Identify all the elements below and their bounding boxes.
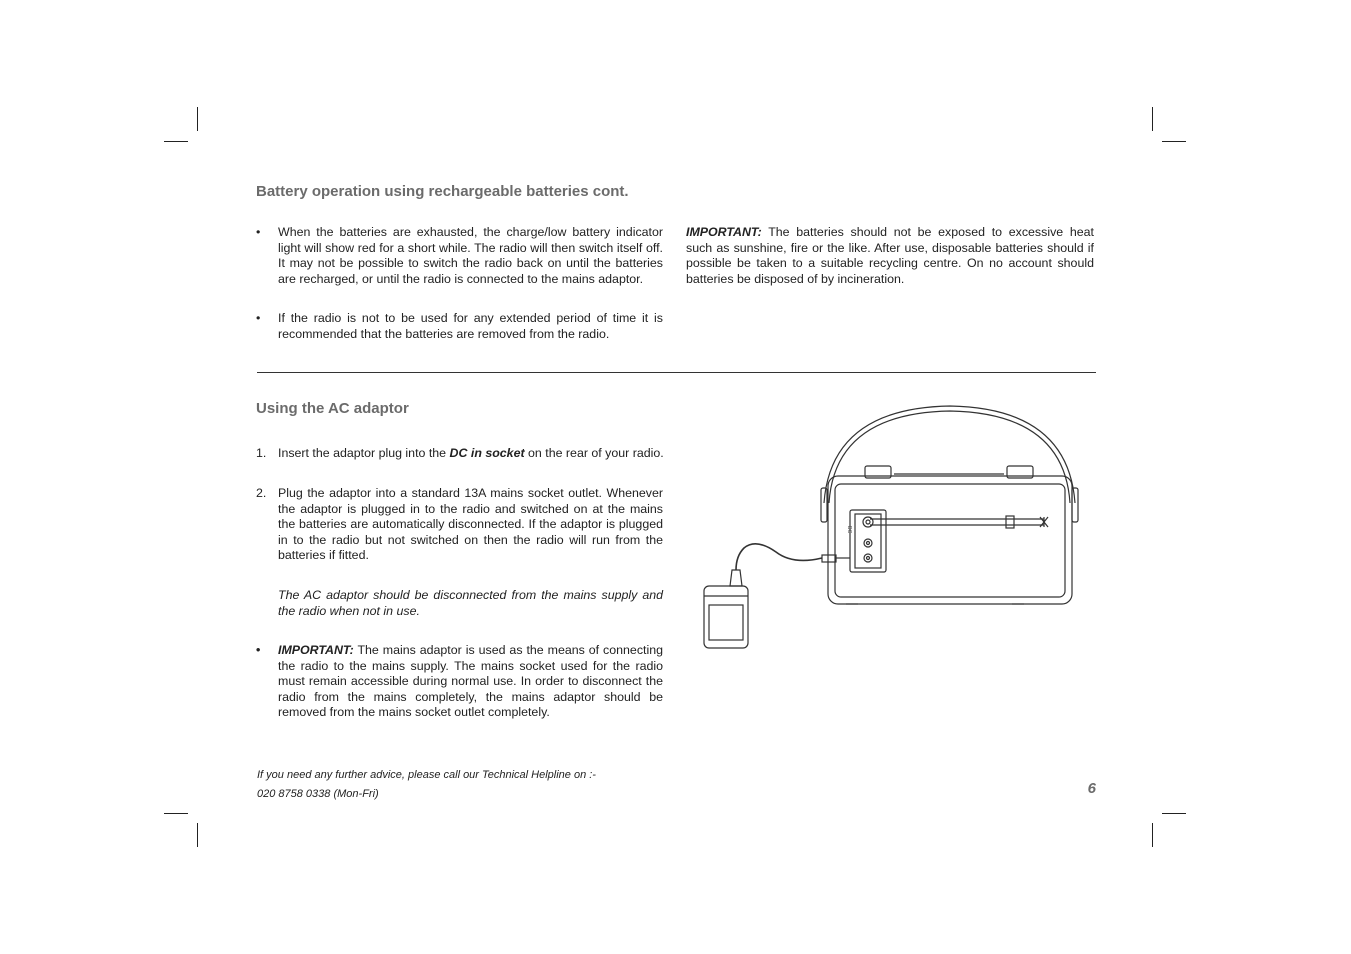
step-number: 2. — [256, 486, 267, 500]
step-1-text: Insert the adaptor plug into the — [278, 446, 450, 460]
dc-in-socket-emphasis: DC in socket — [449, 446, 525, 460]
step-1-text-end: on the rear of your radio. — [524, 446, 664, 460]
svg-text:DC: DC — [846, 526, 852, 534]
disconnect-note: The AC adaptor should be disconnected from the mains supply and the radio when not in use. — [278, 588, 663, 618]
helpline-number: 020 8758 0338 (Mon-Fri) — [257, 788, 379, 800]
crop-mark — [197, 823, 198, 847]
important-mains-paragraph — [278, 643, 663, 721]
section-divider — [257, 372, 1096, 373]
ac-adaptor — [704, 586, 748, 648]
important-text: The mains adaptor is used as the means of connecting the radio to the mains supply. The mains socket used for the radio must remain accessible during normal use. In order to disconnect the radio from the mains completely, the mains adaptor should be removed from the mains socket outlet completely. — [278, 643, 663, 719]
important-label: IMPORTANT: — [686, 225, 762, 239]
battery-exhausted-paragraph: When the batteries are exhausted, the charge/low battery indicator light will show red for a short while. The radio will then switch itself off. It may not be possible to switch the radio back on until the batteries are recharged, or until the radio is connected to the mains adaptor. — [278, 225, 663, 286]
bullet-marker: • — [256, 643, 261, 657]
crop-mark — [164, 813, 188, 814]
crop-mark — [197, 107, 198, 131]
helpline-text: If you need any further advice, please call our Technical Helpline on :- — [257, 769, 596, 781]
radio-handle — [824, 406, 1075, 503]
step-1-paragraph — [278, 446, 668, 462]
section-heading-battery: Battery operation using rechargeable batteries cont. — [256, 183, 629, 200]
section-heading-ac-adaptor: Using the AC adaptor — [256, 400, 409, 417]
crop-mark — [1162, 141, 1186, 142]
bullet-marker: • — [256, 311, 261, 325]
extended-period-paragraph: If the radio is not to be used for any extended period of time it is recommended that the batteries are removed from the radio. — [278, 311, 663, 341]
step-number: 1. — [256, 446, 267, 460]
adaptor-cable — [736, 544, 822, 570]
bullet-marker: • — [256, 225, 261, 239]
adaptor-plug — [822, 555, 836, 562]
page-number: 6 — [1087, 780, 1096, 797]
important-text: The batteries should not be exposed to excessive heat such as sunshine, fire or the like. After use, disposable batteries should if possible be taken to a suitable recycling centre. On no account should batteries be disposed of by incineration. — [686, 225, 1094, 286]
important-batteries-paragraph — [686, 225, 1094, 287]
crop-mark — [1152, 823, 1153, 847]
crop-mark — [164, 141, 188, 142]
crop-mark — [1162, 813, 1186, 814]
radio-adaptor-illustration — [698, 400, 1090, 656]
crop-mark — [1152, 107, 1153, 131]
step-2-paragraph: Plug the adaptor into a standard 13A mains socket outlet. Whenever the adaptor is plugged in to the radio and switched on at the mains the batteries are automatically disconnected. If the adaptor is plugged in to the radio but not switched on then the radio will run from the batteries if fitted. — [278, 486, 663, 562]
important-label: IMPORTANT: — [278, 643, 354, 657]
